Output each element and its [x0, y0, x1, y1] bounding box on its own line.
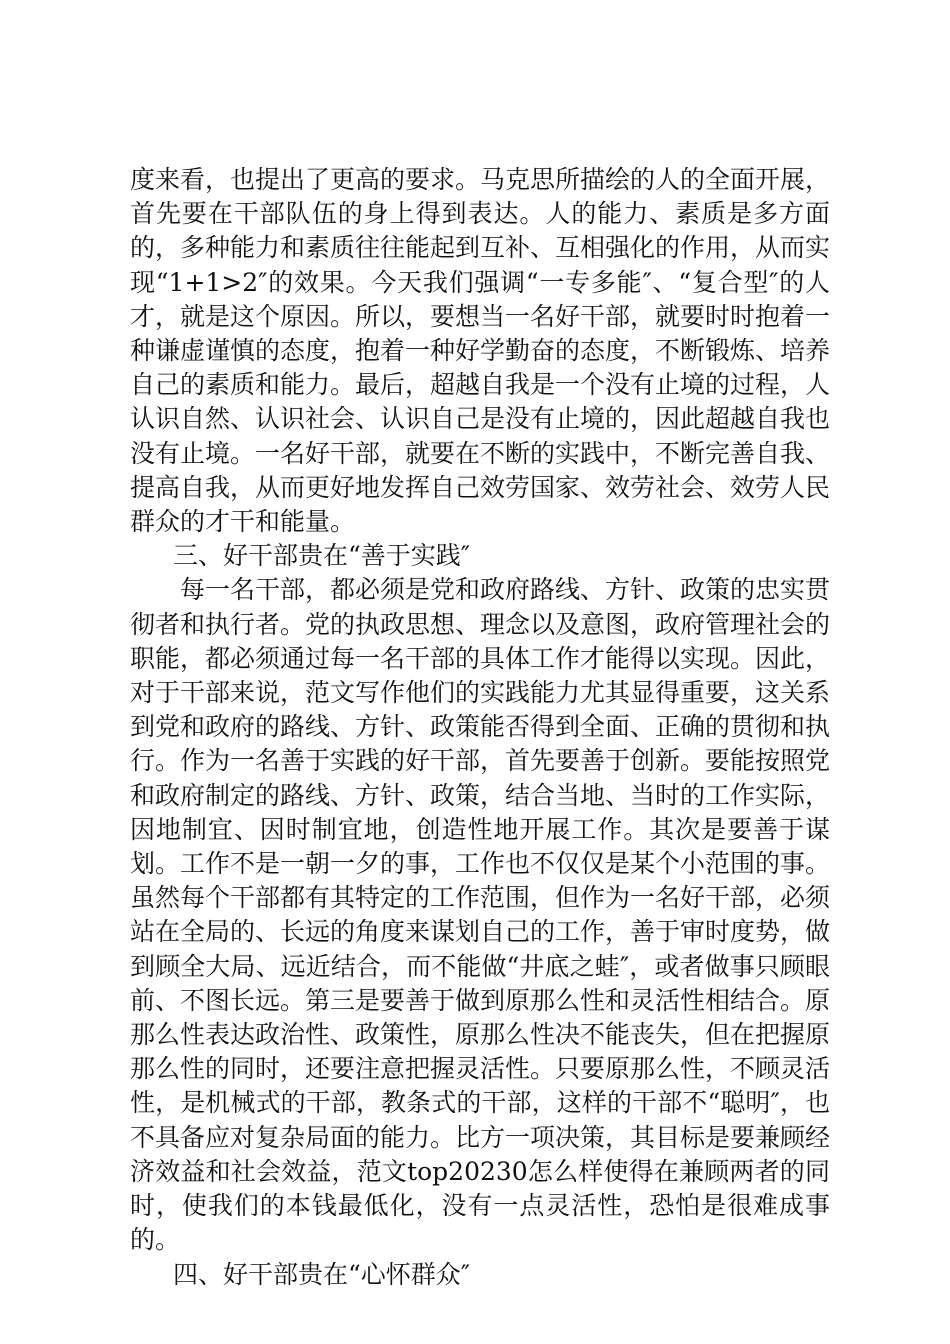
paragraph-body: 每一名干部，都必须是党和政府路线、方针、政策的忠实贯彻者和执行者。党的执政思想、理念以及意图，政府管理社会的职能，都必须通过每一名干部的具体工作才能得以实现。因此，对于干部来说，范文写作他们的实践能力尤其显得重要，这关系到党和政府的路线、方针、政策能否得到全面、正确的贯彻和执行。作为一名善于实践的好干部，首先要善于创新。要能按照党和政府制定的路线、方针、政策，结合当地、当时的工作实际，因地制宜、因时制宜地，创造性地开展工作。其次是要善于谋划。工作不是一朝一夕的事，工作也不仅仅是某个小范围的事。虽然每个干部都有其特定的工作范围，但作为一名好干部，必须站在全局的、长远的角度来谋划自己的工作，善于审时度势，做到顾全大局、远近结合，而不能做“井底之蛙″，或者做事只顾眼前、不图长远。第三是要善于做到原那么性和灵活性相结合。原那么性表达政治性、政策性，原那么性决不能丧失，但在把握原那么性的同时，还要注意把握灵活性。只要原那么性，不顾灵活性，是机械式的干部，教条式的干部，这样的干部不“聪明″，也不具备应对复杂局面的能力。比方一项决策，其目标是要兼顾经济效益和社会效益，范文top20230怎么样使得在兼顾两者的同时，使我们的本钱最低化，没有一点灵活性，恐怕是很难成事的。	[130, 575, 831, 1255]
paragraph-continuation: 度来看，也提出了更高的要求。马克思所描绘的人的全面开展，首先要在干部队伍的身上得到表达。人的能力、素质是多方面的，多种能力和素质往往能起到互补、互相强化的作用，从而实现“1+1>2″的效果。今天我们强调“一专多能″、“复合型″的人才，就是这个原因。所以，要想当一名好干部，就要时时抱着一种谦虚谨慎的态度，抱着一种好学勤奋的态度，不断锻炼、培养自己的素质和能力。最后，超越自我是一个没有止境的过程，人认识自然、认识社会、认识自己是没有止境的，因此超越自我也没有止境。一名好干部，就要在不断的实践中，不断完善自我、提高自我，从而更好地发挥自己效劳国家、效劳社会、效劳人民群众的才干和能量。	[130, 165, 831, 537]
section-heading-3: 三、好干部贵在“善于实践″	[173, 541, 471, 571]
document-body	[130, 163, 830, 1292]
section-heading-4: 四、好干部贵在“心怀群众″	[173, 1259, 471, 1289]
